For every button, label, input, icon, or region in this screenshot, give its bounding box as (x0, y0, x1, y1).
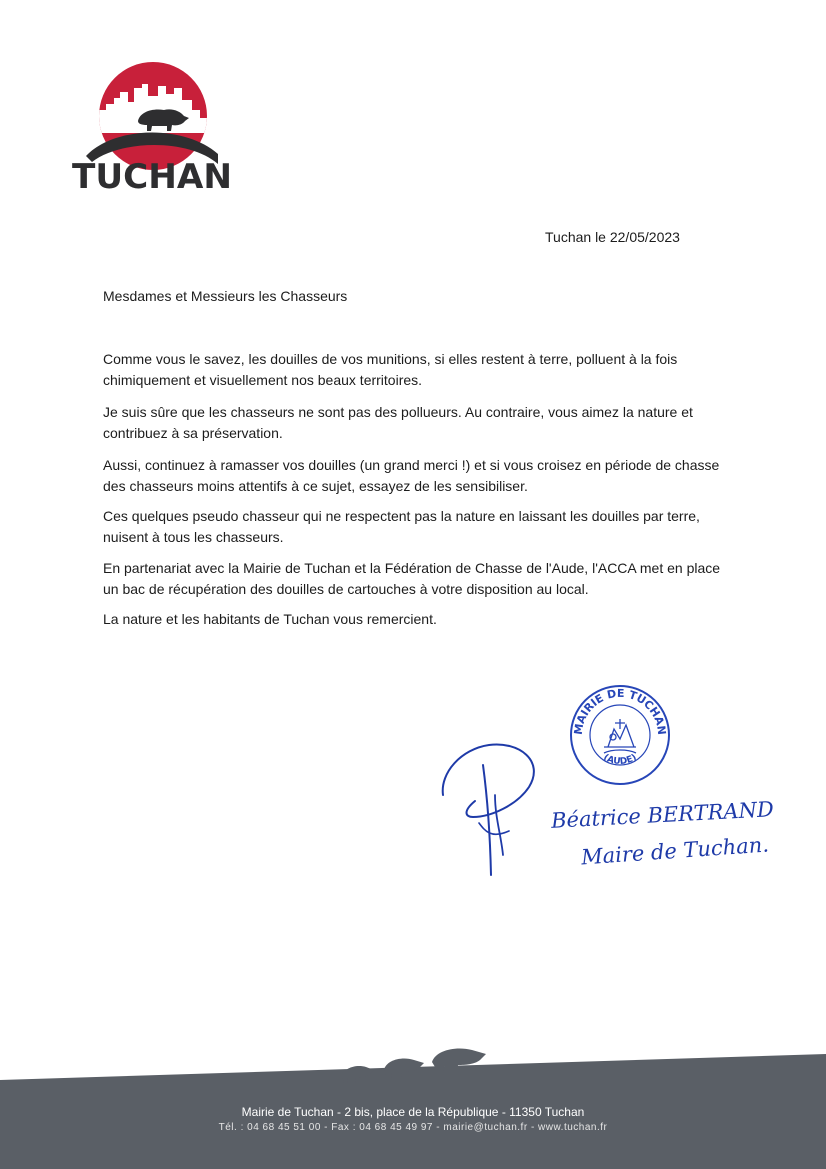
seal-bottom-text: (AUDE) (601, 752, 639, 768)
body-paragraph: Aussi, continuez à ramasser vos douilles (un grand merci !) et si vous croisez en période de chasse des chasseurs moins attentifs à ce sujet, essayez de les sensibiliser. (103, 457, 720, 494)
signature-title: Maire de Tuchan. (580, 832, 770, 870)
tuchan-logo (68, 58, 238, 198)
svg-text:(AUDE) (601, 753, 638, 767)
signature-scribble (435, 735, 550, 885)
footer-contact: Tél. : 04 68 45 51 00 - Fax : 04 68 45 49 97 - mairie@tuchan.fr - www.tuchan.fr (218, 1122, 608, 1133)
body-paragraph: Ces quelques pseudo chasseur qui ne respectent pas la nature en laissant les douilles par terre, nuisent à tous les chasseurs. (103, 508, 700, 545)
logo-wordmark: TUCHAN (72, 157, 232, 197)
footer-address: Mairie de Tuchan - 2 bis, place de la République - 11350 Tuchan (241, 1105, 585, 1119)
signature-name: Béatrice BERTRAND (550, 797, 775, 833)
body-paragraph: Je suis sûre que les chasseurs ne sont pas des pollueurs. Au contraire, vous aimez la nature et contribuez à sa préservation. (103, 404, 693, 441)
body-paragraph: En partenariat avec la Mairie de Tuchan et la Fédération de Chasse de l'Aude, l'ACCA met en place un bac de récupération des douilles de cartouches à votre disposition au local. (103, 560, 721, 597)
letter-date: Tuchan le 22/05/2023 (545, 229, 680, 245)
body-paragraph: Comme vous le savez, les douilles de vos munitions, si elles restent à terre, polluent à la fois chimiquement et visuellement nos beaux territoires. (103, 351, 678, 388)
salutation: Mesdames et Messieurs les Chasseurs (103, 288, 348, 304)
body-paragraph: La nature et les habitants de Tuchan vous remercient. (103, 611, 437, 627)
seal-top-text: MAIRIE DE TUCHAN (571, 686, 669, 736)
mairie-seal (568, 683, 672, 787)
